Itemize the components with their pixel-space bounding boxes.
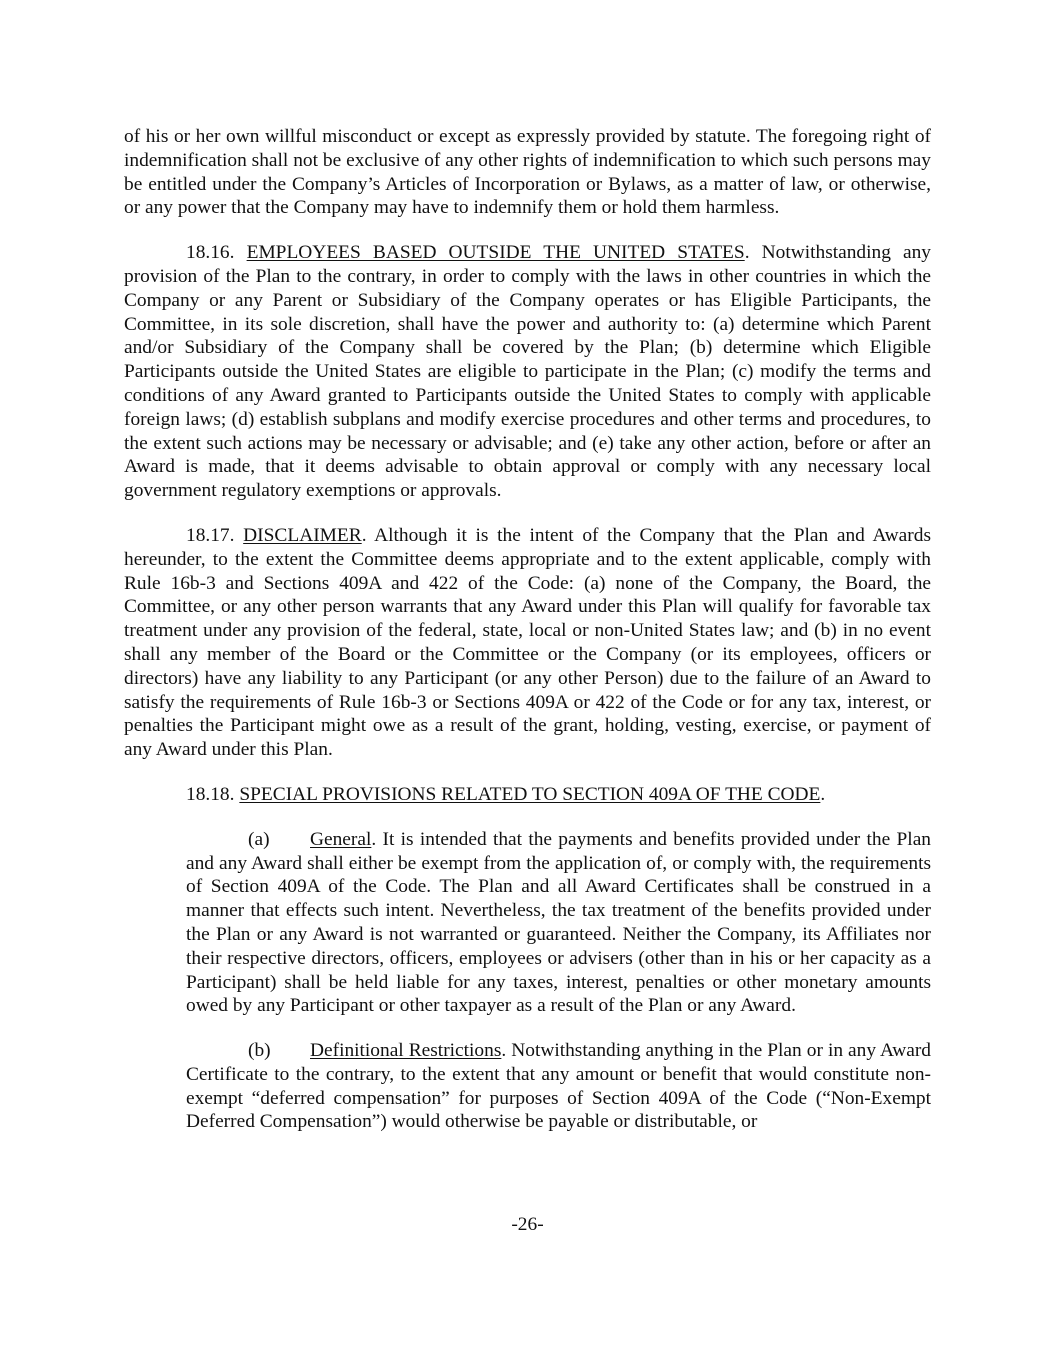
paragraph-continuation: of his or her own willful misconduct or except as expressly provided by statute. The foregoing right of indemnification shall not be exclusive of any other rights of indemnification to which such persons may be entitled under the Company’s Articles of Incorporation or Bylaws, as a matter of law, or otherwise, or any power that the Company may have to indemnify them or hold them harmless. — [124, 126, 931, 219]
section-title: EMPLOYEES BASED OUTSIDE THE UNITED STATES — [246, 242, 745, 264]
section-tail: . — [820, 783, 826, 805]
subsection-label: (b) — [248, 1040, 271, 1062]
subsection-body: . Notwithstanding anything in the Plan or in any Award Certificate to the contrary, to the extent that any amount or benefit that would constitute non-exempt “deferred compensation” for purposes of Section 409A of the Code (“Non-Exempt Deferred Compensation”) would otherwise be payable or distributable, or — [186, 1040, 932, 1133]
page-number: -26- — [511, 1214, 544, 1235]
section-number: 18.18. — [186, 783, 235, 805]
section-number: 18.17. — [186, 524, 235, 546]
subsection-b — [186, 1039, 931, 1134]
section-18-18 — [124, 783, 931, 807]
section-title: DISCLAIMER — [243, 524, 362, 546]
subsection-body: . It is intended that the payments and benefits provided under the Plan and any Award shall either be exempt from the application of, or comply with, the requirements of Section 409A of the Code. The Plan and all Award Certificates shall be construed in a manner that effects such intent. Nevertheless, the tax treatment of the benefits provided under the Plan or any Award is not warranted or guaranteed. Neither the Company, its Affiliates nor their respective directors, officers, employees or advisers (other than in his or her capacity as a Participant) shall be held liable for any taxes, interest, penalties or other monetary amounts owed by any Participant or other taxpayer as a result of the Plan or any Award. — [186, 828, 931, 1017]
section-18-16 — [124, 241, 931, 503]
section-body: . Notwithstanding any provision of the Plan to the contrary, in order to comply with the laws in other countries in which the Company or any Parent or Subsidiary of the Company operates or has Eligible Participants, the Committee, in its sole discretion, shall have the power and authority to: (a) determine which Parent and/or Subsidiary of the Company shall be covered by the Plan; (b) determine which Eligible Participants outside the United States are eligible to participate in the Plan; (c) modify the terms and conditions of any Award granted to Participants outside the United States to comply with applicable foreign laws; (d) establish subplans and modify exercise procedures and other terms and procedures, to the extent such actions may be necessary or advisable; and (e) take any other action, before or after an Award is made, that it deems advisable to obtain approval or comply with any necessary local government regulatory exemptions or approvals. — [124, 242, 931, 502]
section-title: SPECIAL PROVISIONS RELATED TO SECTION 409A OF THE CODE — [239, 783, 821, 805]
subsection-label: (a) — [248, 828, 270, 850]
subsection-title: Definitional Restrictions — [310, 1040, 502, 1062]
section-18-17 — [124, 524, 931, 762]
subsection-title: General — [310, 828, 372, 850]
section-body: . Although it is the intent of the Company that the Plan and Awards hereunder, to the extent the Committee deems appropriate and to the extent applicable, comply with Rule 16b-3 and Sections 409A and 422 of the Code: (a) none of the Company, the Board, the Committee, or any other person warrants that any Award under this Plan will qualify for favorable tax treatment under any provision of the federal, state, local or non-United States law; and (b) in no event shall any member of the Board or the Committee or the Company (or its employees, officers or directors) have any liability to any Participant (or any other Person) due to the failure of an Award to satisfy the requirements of Rule 16b-3 or Sections 409A or 422 of the Code or for any tax, interest, or penalties the Participant might owe as a result of the grant, holding, vesting, exercise, or payment of any Award under this Plan. — [124, 524, 931, 761]
section-number: 18.16. — [186, 242, 235, 264]
subsection-a — [186, 828, 931, 1018]
document-page — [124, 125, 931, 1155]
